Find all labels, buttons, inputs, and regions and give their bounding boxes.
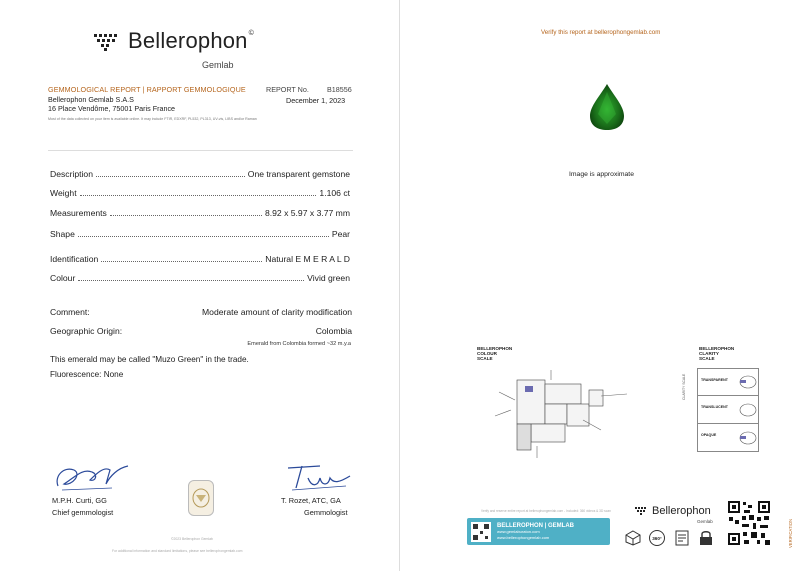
banner-text — [497, 523, 574, 541]
report-title: GEMMOLOGICAL REPORT | RAPPORT GEMMOLOGIQUE — [48, 85, 246, 94]
verify-link[interactable]: Verify this report at bellerophongemlab.com — [541, 29, 661, 36]
field-colour — [50, 273, 350, 283]
signature-rozet — [284, 460, 354, 494]
signature-role-1: Chief gemmologist — [52, 508, 114, 517]
field-value: One transparent gemstone — [247, 169, 350, 179]
comment-label: Comment: — [50, 307, 90, 317]
seal-diamond-icon — [189, 481, 213, 515]
diamond-grid-icon — [635, 506, 649, 516]
signature-name-1: M.P.H. Curti, GG — [52, 496, 107, 505]
lab-name: Bellerophon Gemlab S.A.S — [48, 95, 134, 104]
colour-scale-line: SCALE — [477, 356, 493, 361]
colour-scale-line: COLOUR — [477, 351, 497, 356]
verification-qr-code[interactable] — [727, 500, 771, 546]
field-label: Weight — [50, 188, 77, 198]
divider — [48, 150, 353, 151]
field-label: Colour — [50, 273, 76, 283]
field-label: Shape — [50, 229, 75, 239]
fineprint: Most of the data collected on your item is available online. It may include FTIR, EDXRF, PL532, PL313, UV-vis, LIBS and/or Raman — [48, 117, 257, 121]
field-description — [50, 169, 350, 179]
colour-scale-diagram — [491, 370, 631, 460]
document-icon[interactable] — [675, 530, 689, 546]
disclaimer: For additional information and standard limitations, please see bellerophongemlab.com — [112, 549, 243, 553]
footer-logo — [635, 505, 711, 517]
signature-name-2: T. Rozet, ATC, GA — [281, 496, 341, 505]
field-weight — [50, 188, 350, 198]
field-label: Measurements — [50, 208, 107, 218]
banner-line-3: www.bellerophongemlab.com — [497, 534, 550, 540]
brand-sub: Gemlab — [202, 60, 234, 70]
image-note: Image is approximate — [569, 171, 634, 178]
clarity-scale-line: SCALE — [699, 356, 715, 361]
clarity-level-opaque: OPAQUE — [701, 433, 717, 437]
lab-address: 16 Place Vendôme, 75001 Paris France — [48, 104, 176, 113]
comment-value: Moderate amount of clarity modification — [202, 307, 352, 317]
field-value: Vivid green — [307, 273, 350, 283]
banner-line-2: www.gemlaburaton.com — [497, 528, 540, 534]
report-number: B18556 — [327, 85, 352, 94]
signature-role-2: Gemmologist — [304, 508, 348, 517]
footer-logo-sub: Gemlab — [697, 519, 713, 524]
security-seal — [188, 480, 214, 516]
origin-value: Colombia — [315, 326, 352, 336]
video-360-icon[interactable]: 360° — [649, 530, 665, 546]
clarity-side-label: CLARITY SCALE — [682, 373, 686, 400]
clarity-scale-title — [699, 346, 734, 361]
fluorescence: Fluorescence: None — [50, 370, 124, 379]
banner-top-note: Verify and reserve entire report at bellerophongemlab.com - Included: 360 videos & 3D scan — [481, 509, 611, 513]
banner-line-1: BELLEROPHON | GEMLAB — [497, 522, 575, 529]
brand-logo — [92, 28, 254, 54]
clarity-scale-line: BELLEROPHON — [699, 346, 735, 351]
brand-mark: © — [248, 30, 254, 37]
cube-3d-icon[interactable] — [625, 530, 641, 546]
report-date: December 1, 2023 — [286, 96, 346, 105]
emerald-image — [588, 82, 626, 132]
clarity-scale-box — [697, 368, 759, 452]
origin-note: Emerald from Colombia formed ~32 m.y.a — [247, 341, 351, 347]
report-number-label: REPORT No. — [266, 85, 309, 94]
field-label: Identification — [50, 254, 99, 264]
footer-logo-text: Bellerophon — [652, 505, 711, 517]
verification-side-label: VERIFICATION — [788, 518, 793, 548]
trade-note: This emerald may be called "Muzo Green" in the trade. — [50, 355, 249, 364]
banner-qr-icon — [471, 522, 491, 542]
origin-row — [50, 326, 352, 338]
field-measurements — [50, 208, 350, 218]
field-label: Description — [50, 169, 93, 179]
comment-row — [50, 307, 352, 319]
copyright: ©2023 Bellerophon Gemlab — [171, 537, 213, 541]
clarity-level-transparent: TRANSPARENT — [701, 378, 728, 382]
field-shape — [50, 229, 350, 239]
field-value: 8.92 x 5.97 x 3.77 mm — [264, 208, 350, 218]
origin-label: Geographic Origin: — [50, 326, 123, 336]
brand-name: Bellerophon — [128, 28, 248, 53]
field-value: Natural E M E R A L D — [265, 254, 350, 264]
colour-scale-line: BELLEROPHON — [477, 346, 513, 351]
field-value: Pear — [331, 229, 350, 239]
colour-scale-title — [477, 346, 512, 361]
clarity-gem-icons — [738, 373, 758, 451]
bellerophon-banner[interactable] — [467, 518, 610, 545]
field-identification — [50, 254, 350, 264]
lock-icon[interactable] — [699, 530, 713, 546]
clarity-scale-line: CLARITY — [699, 351, 719, 356]
diamond-grid-icon — [92, 30, 124, 52]
report-back-page — [401, 0, 800, 571]
field-value: 1.106 ct — [319, 188, 350, 198]
signature-curti — [52, 456, 132, 494]
clarity-level-translucent: TRANSLUCENT — [701, 405, 728, 409]
